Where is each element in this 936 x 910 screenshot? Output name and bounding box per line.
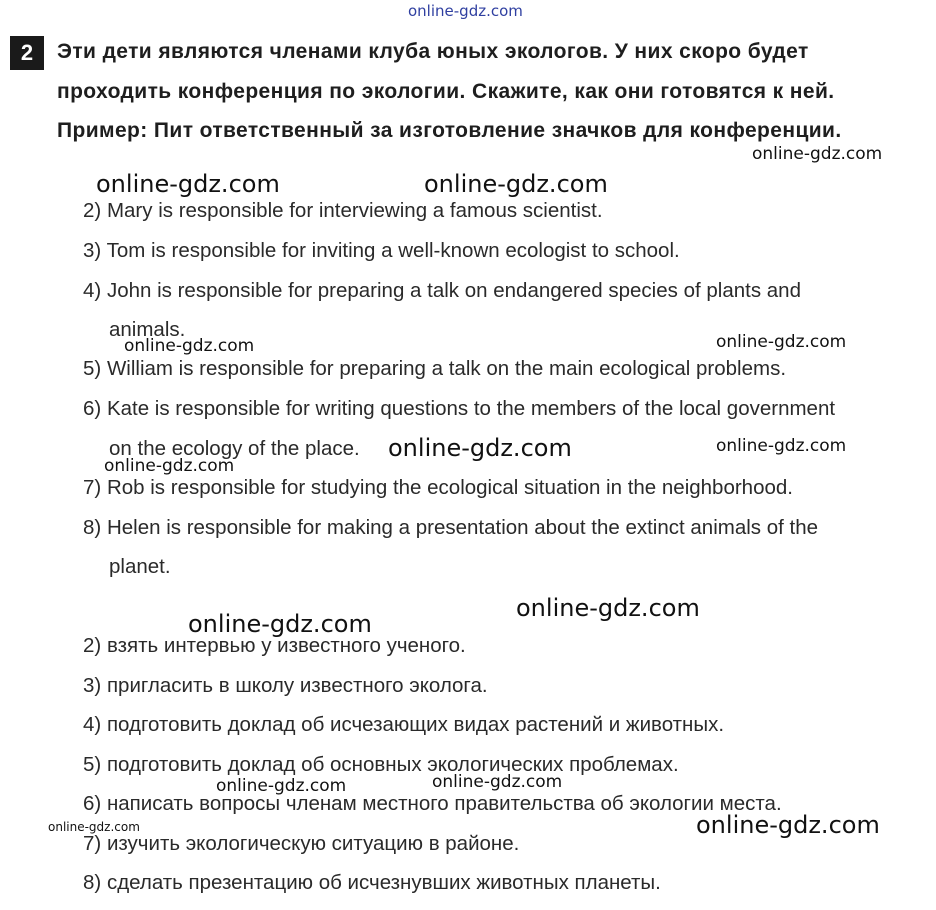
watermark: online-gdz.com	[716, 332, 847, 352]
task-line-1: Эти дети являются членами клуба юных экологов. У них скоро будет	[57, 40, 809, 63]
answer-text: пригласить в школу известного эколога.	[106, 674, 488, 697]
answer-number: 2)	[83, 634, 102, 657]
task-line-2: проходить конференция по экологии. Скажите, как они готовятся к ней.	[57, 80, 835, 103]
answer-text: William is responsible for preparing a talk on the main ecological problems.	[106, 357, 787, 380]
answer-text: сделать презентацию об исчезнувших животных планеты.	[106, 871, 661, 894]
watermark: online-gdz.com	[516, 594, 700, 622]
answer-en-4-cont: animals.	[109, 318, 186, 341]
answer-ru-5	[83, 753, 679, 777]
watermark: online-gdz.com	[432, 772, 563, 792]
watermark: online-gdz.com	[388, 434, 572, 462]
watermark: online-gdz.com	[124, 336, 255, 356]
answer-en-7	[83, 476, 793, 500]
answer-en-5	[83, 357, 786, 381]
watermark: online-gdz.com	[696, 811, 880, 839]
task-number-badge: 2	[10, 36, 44, 70]
watermark: online-gdz.com	[752, 144, 883, 164]
answer-number: 4)	[83, 279, 102, 302]
answer-number: 8)	[83, 871, 102, 894]
watermark: online-gdz.com	[216, 776, 347, 796]
watermark: online-gdz.com	[424, 170, 608, 198]
answer-en-2	[83, 199, 603, 223]
watermark: online-gdz.com	[48, 820, 140, 834]
answer-number: 5)	[83, 753, 102, 776]
answer-number: 4)	[83, 713, 102, 736]
answer-text: Helen is responsible for making a presentation about the extinct animals of the	[106, 516, 819, 539]
answer-text: Kate is responsible for writing questions to the members of the local government	[106, 397, 836, 420]
answer-ru-7	[83, 832, 519, 856]
answer-en-8	[83, 516, 818, 540]
answer-text: взять интервью у известного ученого.	[106, 634, 466, 657]
answer-en-6-cont: on the ecology of the place.	[109, 437, 360, 460]
answer-number: 6)	[83, 792, 102, 815]
answer-text: Tom is responsible for inviting a well-known ecologist to school.	[106, 239, 680, 262]
answer-number: 5)	[83, 357, 102, 380]
watermark: online-gdz.com	[188, 610, 372, 638]
answer-ru-6	[83, 792, 782, 816]
answer-en-8-cont: planet.	[109, 555, 171, 578]
answer-ru-8	[83, 871, 661, 895]
answer-text: написать вопросы членам местного правительства об экологии места.	[106, 792, 782, 815]
answer-en-6	[83, 397, 835, 421]
answer-text: подготовить доклад об основных экологических проблемах.	[106, 753, 679, 776]
answer-number: 7)	[83, 476, 102, 499]
answer-number: 6)	[83, 397, 102, 420]
watermark: online-gdz.com	[716, 436, 847, 456]
watermark: online-gdz.com	[96, 170, 280, 198]
answer-number: 3)	[83, 674, 102, 697]
answer-ru-3	[83, 674, 488, 698]
answer-en-3	[83, 239, 680, 263]
answer-number: 8)	[83, 516, 102, 539]
answer-number: 7)	[83, 832, 102, 855]
answer-text: Mary is responsible for interviewing a famous scientist.	[106, 199, 603, 222]
answer-text: изучить экологическую ситуацию в районе.	[106, 832, 520, 855]
task-example: Пример: Пит ответственный за изготовление значков для конференции.	[57, 119, 842, 142]
answer-en-4	[83, 279, 801, 303]
answer-text: John is responsible for preparing a talk on endangered species of plants and	[106, 279, 801, 302]
answer-ru-4	[83, 713, 724, 737]
watermark-top: online-gdz.com	[408, 2, 523, 20]
answer-text: подготовить доклад об исчезающих видах растений и животных.	[106, 713, 725, 736]
answer-number: 2)	[83, 199, 102, 222]
answer-text: Rob is responsible for studying the ecological situation in the neighborhood.	[106, 476, 793, 499]
watermark: online-gdz.com	[104, 456, 235, 476]
answer-number: 3)	[83, 239, 102, 262]
